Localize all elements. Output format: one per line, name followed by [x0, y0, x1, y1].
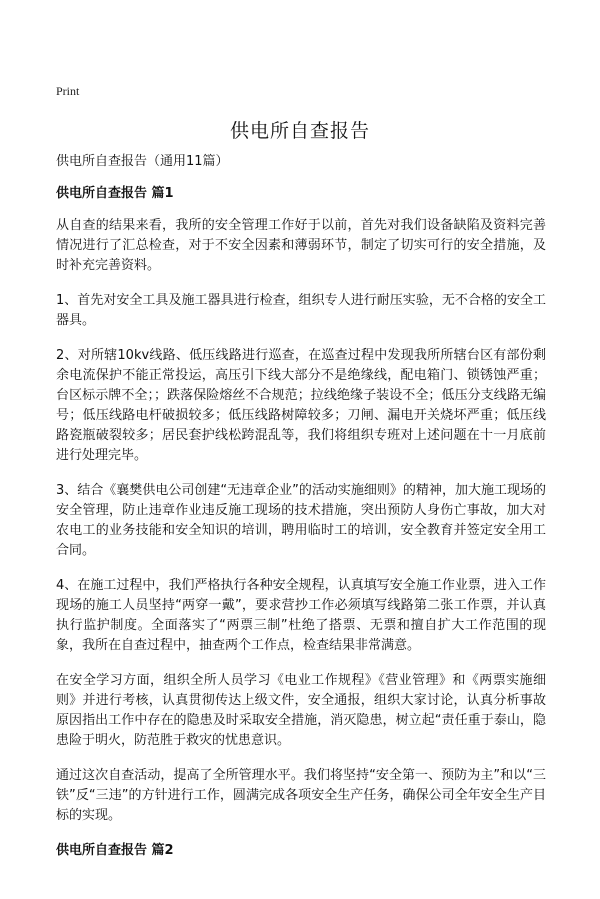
paragraph: 在安全学习方面，组织全所人员学习《电业工作规程》《营业管理》和《两票实施细则》并进行考核，认真贯彻传达上级文件，安全通报，组织大家讨论，认真分析事故原因指出工作中存在的隐患及时采取安全措施，消灭隐患，树立起“责任重于泰山，隐患险于明火，防范胜于救灾的忧患意识。	[56, 673, 546, 748]
document-body	[56, 152, 546, 873]
section-heading-1: 供电所自查报告 篇1	[56, 186, 174, 201]
paragraph: 3、结合《襄樊供电公司创建“无违章企业”的活动实施细则》的精神，加大施工现场的安全管理，防止违章作业违反施工现场的技术措施，突出预防人身伤亡事故，加大对农电工的业务技能和安全知识的培训，聘用临时工的培训，安全教育并签定安全用工合同。	[56, 483, 546, 558]
document-subtitle: 供电所自查报告（通用11篇）	[56, 154, 229, 169]
paragraph: 1、首先对安全工具及施工器具进行检查，组织专人进行耐压实验，无不合格的安全工器具。	[56, 293, 546, 328]
section-heading-2: 供电所自查报告 篇2	[56, 843, 174, 858]
paragraph: 4、在施工过程中，我们严格执行各种安全规程，认真填写安全施工作业票，进入工作现场的施工人员坚持“两穿一戴”，要求营抄工作必须填写线路第二张工作票，并认真执行监护制度。全面落实了“两票三制”杜绝了搭票、无票和擅自扩大工作范围的现象，我所在自查过程中，抽查两个工作点，检查结果非常满意。	[56, 578, 546, 653]
paragraph: 2、对所辖10kv线路、低压线路进行巡查，在巡查过程中发现我所所辖台区有部份剩余电流保护不能正常投运，高压引下线大部分不是绝缘线，配电箱门、锁锈蚀严重；台区标示牌不全；；跌落保险熔丝不合规范；拉线绝缘子装设不全；低压分支线路无编号；低压线路电杆破损较多；低压线路树障较多；刀闸、漏电开关烧坏严重；低压线路瓷瓶破裂较多；居民套护线松跨混乱等，我们将组织专班对上述问题在十一月底前进行处理完毕。	[56, 348, 546, 463]
paragraph: 从自查的结果来看，我所的安全管理工作好于以前，首先对我们设备缺陷及资料完善情况进行了汇总检查，对于不安全因素和薄弱环节，制定了切实可行的安全措施，及时补充完善资料。	[56, 218, 546, 273]
paragraph: 通过这次自查活动，提高了全所管理水平。我们将坚持“安全第一、预防为主”和以“三铁”反“三违”的方针进行工作，圆满完成各项安全生产任务，确保公司全年安全生产目标的实现。	[56, 768, 546, 823]
print-label: Print	[56, 84, 80, 98]
document-title: 供电所自查报告	[229, 120, 370, 142]
